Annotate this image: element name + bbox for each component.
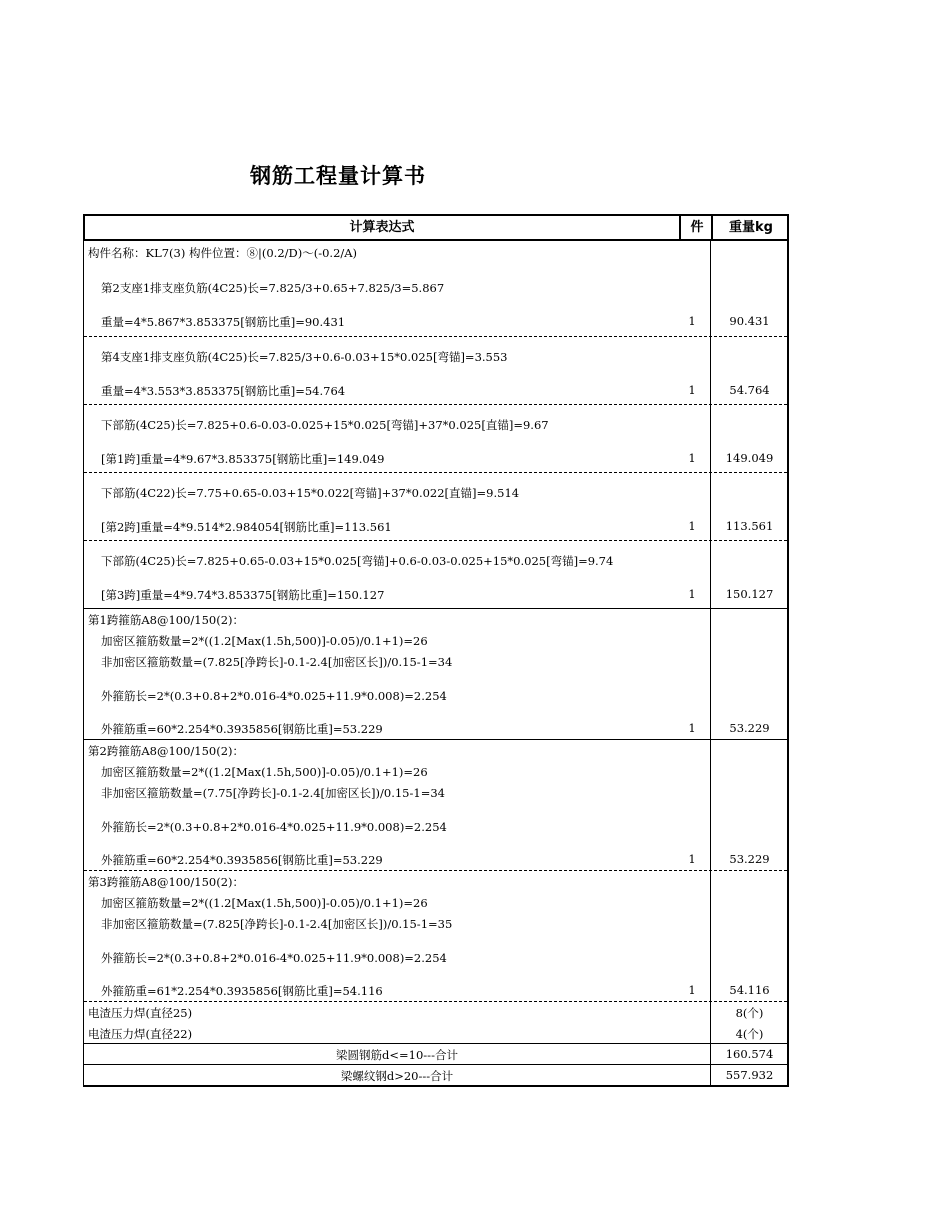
quantity-cell: 1 — [688, 587, 696, 601]
calc-line: 第2支座1排支座负筋(4C25)长=7.825/3+0.65+7.825/3=5.867 — [101, 281, 445, 295]
stirrup-heading: 第3跨箍筋A8@100/150(2)： — [88, 875, 245, 889]
calc-line: 非加密区箍筋数量=(7.825[净跨长]-0.1-2.4[加密区长])/0.15-1=35 — [101, 917, 453, 931]
total-label: 梁螺纹钢d>20---合计 — [340, 1069, 454, 1083]
calc-line: [第1跨]重量=4*9.67*3.853375[钢筋比重]=149.049 — [101, 452, 385, 466]
calc-line: 重量=4*5.867*3.853375[钢筋比重]=90.431 — [101, 315, 346, 329]
stirrup-group-row — [84, 871, 787, 1002]
weight-cell: 90.431 — [729, 314, 770, 328]
calc-line: 外箍筋长=2*(0.3+0.8+2*0.016-4*0.025+11.9*0.008)=2.254 — [101, 820, 447, 834]
table-body — [83, 241, 789, 1087]
weld-row — [84, 1002, 787, 1044]
calc-line: [第2跨]重量=4*9.514*2.984054[钢筋比重]=113.561 — [101, 520, 392, 534]
header-quantity: 件 — [679, 216, 713, 239]
weld-count: 8(个) — [735, 1006, 764, 1020]
quantity-cell: 1 — [688, 721, 696, 735]
quantity-cell: 1 — [688, 314, 696, 328]
rebar-group-row — [84, 541, 787, 609]
calc-line: 外箍筋重=60*2.254*0.3935856[钢筋比重]=53.229 — [101, 722, 383, 736]
calc-line: 第4支座1排支座负筋(4C25)长=7.825/3+0.6-0.03+15*0.025[弯锚]=3.553 — [101, 350, 508, 364]
stirrup-group-row — [84, 609, 787, 740]
weight-cell: 53.229 — [729, 721, 770, 735]
calc-line: 外箍筋重=60*2.254*0.3935856[钢筋比重]=53.229 — [101, 853, 383, 867]
calc-line: 下部筋(4C25)长=7.825+0.65-0.03+15*0.025[弯锚]+0.6-0.03-0.025+15*0.025[弯锚]=9.74 — [101, 554, 614, 568]
weight-cell: 54.116 — [729, 983, 770, 997]
header-expression: 计算表达式 — [349, 220, 415, 235]
weight-cell: 149.049 — [725, 451, 774, 465]
weight-cell: 54.764 — [729, 383, 770, 397]
page-title: 钢筋工程量计算书 — [250, 164, 426, 188]
weight-cell: 113.561 — [725, 519, 774, 533]
weld-label: 电渣压力焊(直径25) — [88, 1006, 193, 1020]
calc-line: 重量=4*3.553*3.853375[钢筋比重]=54.764 — [101, 384, 346, 398]
weight-cell: 150.127 — [725, 587, 774, 601]
quantity-cell: 1 — [688, 983, 696, 997]
calc-line: 非加密区箍筋数量=(7.825[净跨长]-0.1-2.4[加密区长])/0.15-1=34 — [101, 655, 453, 669]
calc-line: 加密区箍筋数量=2*((1.2[Max(1.5h,500)]-0.05)/0.1+1)=26 — [101, 634, 428, 648]
calc-line: 非加密区箍筋数量=(7.75[净跨长]-0.1-2.4[加密区长])/0.15-1=34 — [101, 786, 445, 800]
quantity-cell: 1 — [688, 852, 696, 866]
quantity-cell: 1 — [688, 451, 696, 465]
total-label: 梁圆钢筋d<=10---合计 — [336, 1048, 458, 1062]
rebar-group-row — [84, 405, 787, 473]
rebar-group-row — [84, 241, 787, 337]
total-row — [84, 1065, 787, 1087]
stirrup-heading: 第1跨箍筋A8@100/150(2)： — [88, 613, 245, 627]
calc-line: 下部筋(4C25)长=7.825+0.6-0.03-0.025+15*0.025[弯锚]+37*0.025[直锚]=9.67 — [101, 418, 549, 432]
stirrup-heading: 第2跨箍筋A8@100/150(2)： — [88, 744, 245, 758]
calc-line: 外箍筋长=2*(0.3+0.8+2*0.016-4*0.025+11.9*0.008)=2.254 — [101, 951, 447, 965]
total-row — [84, 1044, 787, 1065]
calc-line: 加密区箍筋数量=2*((1.2[Max(1.5h,500)]-0.05)/0.1+1)=26 — [101, 765, 428, 779]
calc-line: 外箍筋重=61*2.254*0.3935856[钢筋比重]=54.116 — [101, 984, 383, 998]
weld-count: 4(个) — [735, 1027, 764, 1041]
calc-line: 外箍筋长=2*(0.3+0.8+2*0.016-4*0.025+11.9*0.008)=2.254 — [101, 689, 447, 703]
stirrup-group-row — [84, 740, 787, 871]
header-weight: 重量kg — [711, 216, 789, 239]
rebar-group-row — [84, 337, 787, 405]
calculation-table — [83, 214, 789, 1087]
quantity-cell: 1 — [688, 383, 696, 397]
total-value: 557.932 — [725, 1068, 774, 1082]
rebar-group-row — [84, 473, 787, 541]
quantity-cell: 1 — [688, 519, 696, 533]
calc-line: 加密区箍筋数量=2*((1.2[Max(1.5h,500)]-0.05)/0.1+1)=26 — [101, 896, 428, 910]
total-value: 160.574 — [725, 1047, 774, 1061]
weight-cell: 53.229 — [729, 852, 770, 866]
calc-line: [第3跨]重量=4*9.74*3.853375[钢筋比重]=150.127 — [101, 588, 385, 602]
weld-label: 电渣压力焊(直径22) — [88, 1027, 193, 1041]
calc-line: 下部筋(4C22)长=7.75+0.65-0.03+15*0.022[弯锚]+37*0.022[直锚]=9.514 — [101, 486, 520, 500]
table-header — [83, 214, 789, 241]
member-info: 构件名称：KL7(3) 构件位置：⑧|(0.2/D)～(-0.2/A) — [88, 246, 358, 260]
